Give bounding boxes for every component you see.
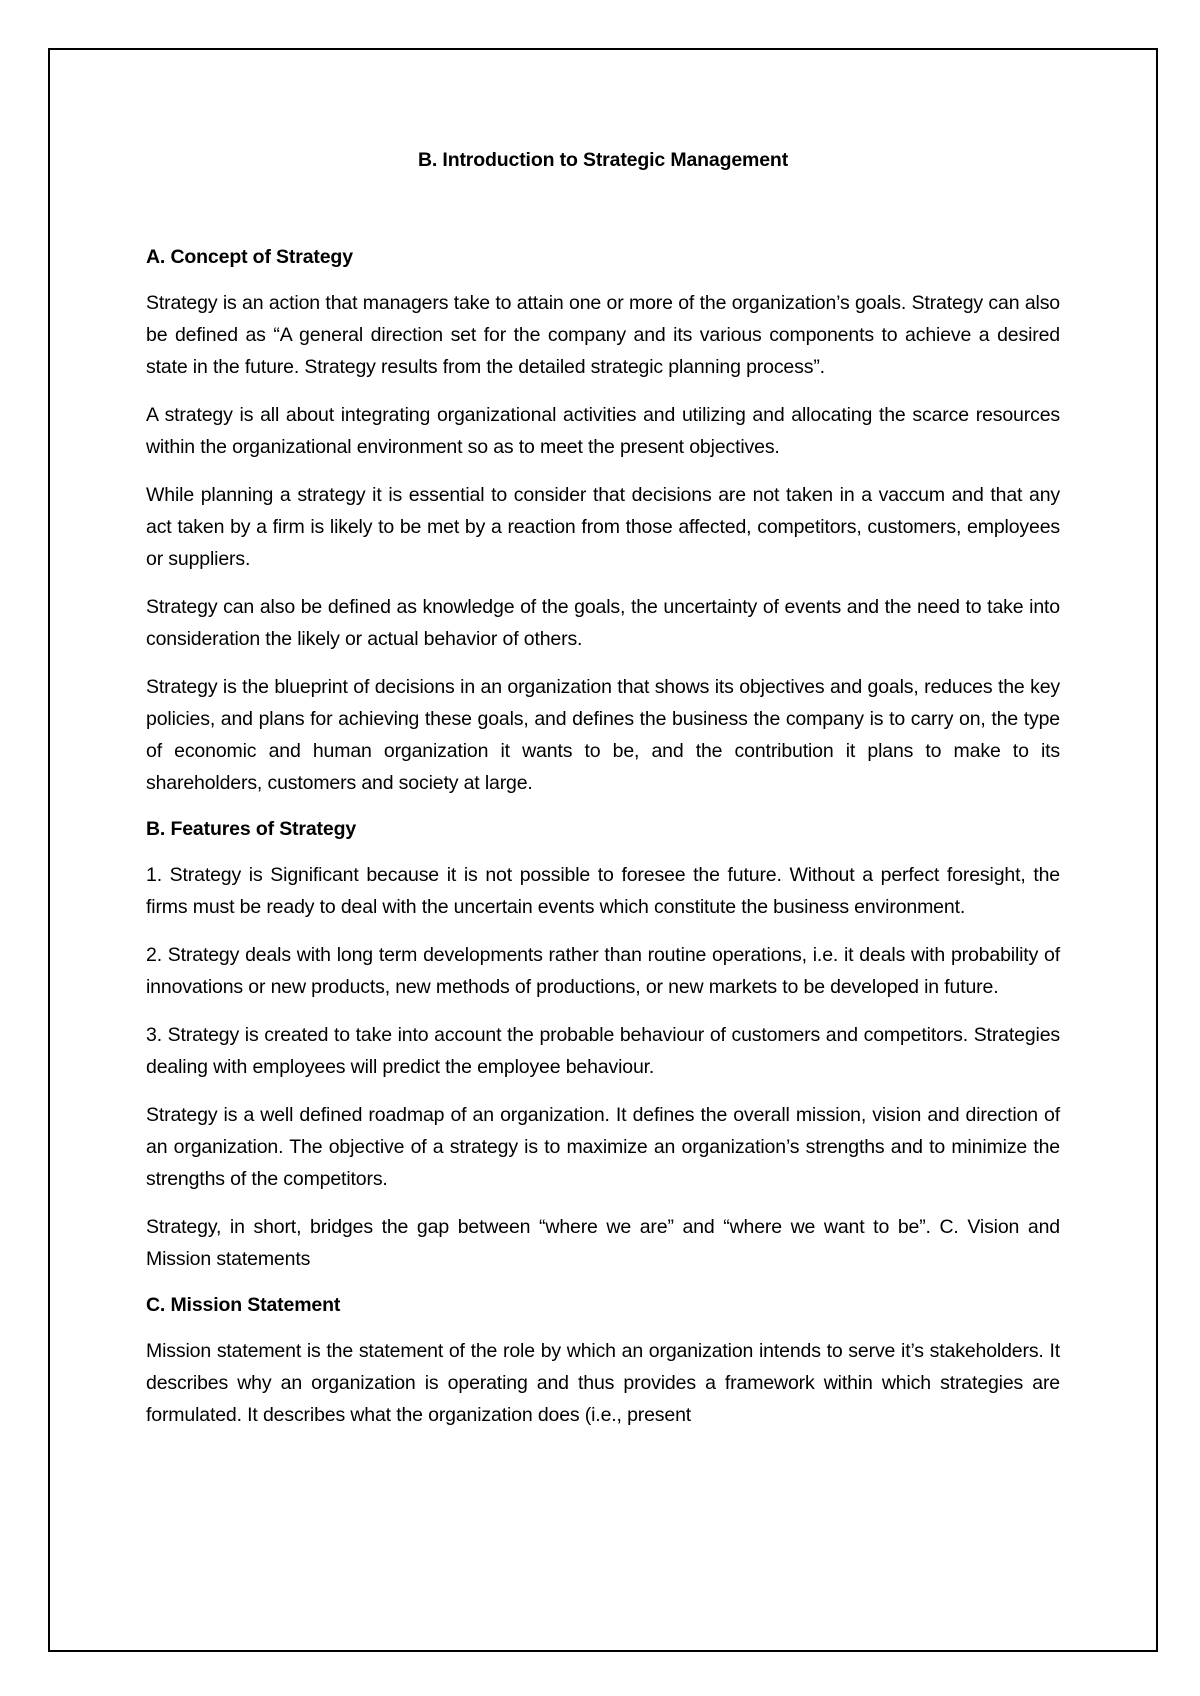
paragraph: Strategy is a well defined roadmap of an organization. It defines the overall mission, vision and direction of an organization. The objective of a strategy is to maximize an organization’s strengths and to minimize the strengths of the competitors. xyxy=(146,1104,1060,1190)
paragraph: A strategy is all about integrating organizational activities and utilizing and allocating the scarce resources within the organizational environment so as to meet the present objectives. xyxy=(146,404,1060,458)
paragraph: Strategy is an action that managers take to attain one or more of the organization’s goals. Strategy can also be defined as “A general direction set for the company and its various components to achieve a desired state in the future. Strategy results from the detailed strategic planning process”. xyxy=(146,292,1060,378)
paragraph: Strategy can also be defined as knowledge of the goals, the uncertainty of events and the need to take into consideration the likely or actual behavior of others. xyxy=(146,596,1060,650)
section-features-of-strategy xyxy=(146,815,1060,1275)
paragraph: Strategy is the blueprint of decisions in an organization that shows its objectives and goals, reduces the key policies, and plans for achieving these goals, and defines the business the company is to carry on, the type of economic and human organization it wants to be, and the contribution it plans to make to its shareholders, customers and society at large. xyxy=(146,676,1060,794)
section-mission-statement xyxy=(146,1291,1060,1431)
paragraph: 3. Strategy is created to take into account the probable behaviour of customers and competitors. Strategies dealing with employees will predict the employee behaviour. xyxy=(146,1024,1060,1078)
document-body xyxy=(146,146,1060,1447)
paragraph: Strategy, in short, bridges the gap between “where we are” and “where we want to be”. C. Vision and Mission statements xyxy=(146,1216,1060,1270)
paragraph: 1. Strategy is Significant because it is not possible to foresee the future. Without a perfect foresight, the firms must be ready to deal with the uncertain events which constitute the business environment. xyxy=(146,864,1060,918)
document-title: B. Introduction to Strategic Management xyxy=(417,149,789,171)
section-heading: A. Concept of Strategy xyxy=(146,246,353,268)
paragraph: While planning a strategy it is essential to consider that decisions are not taken in a vaccum and that any act taken by a firm is likely to be met by a reaction from those affected, competitors, customers, employees or suppliers. xyxy=(146,484,1060,570)
paragraph: Mission statement is the statement of the role by which an organization intends to serve it’s stakeholders. It describes why an organization is operating and thus provides a framework within which strategies are formulated. It describes what the organization does (i.e., present xyxy=(146,1340,1060,1426)
section-heading: B. Features of Strategy xyxy=(146,818,357,840)
section-concept-of-strategy xyxy=(146,243,1060,799)
paragraph: 2. Strategy deals with long term developments rather than routine operations, i.e. it deals with probability of innovations or new products, new methods of productions, or new markets to be developed in future. xyxy=(146,944,1060,998)
section-heading: C. Mission Statement xyxy=(146,1294,341,1316)
